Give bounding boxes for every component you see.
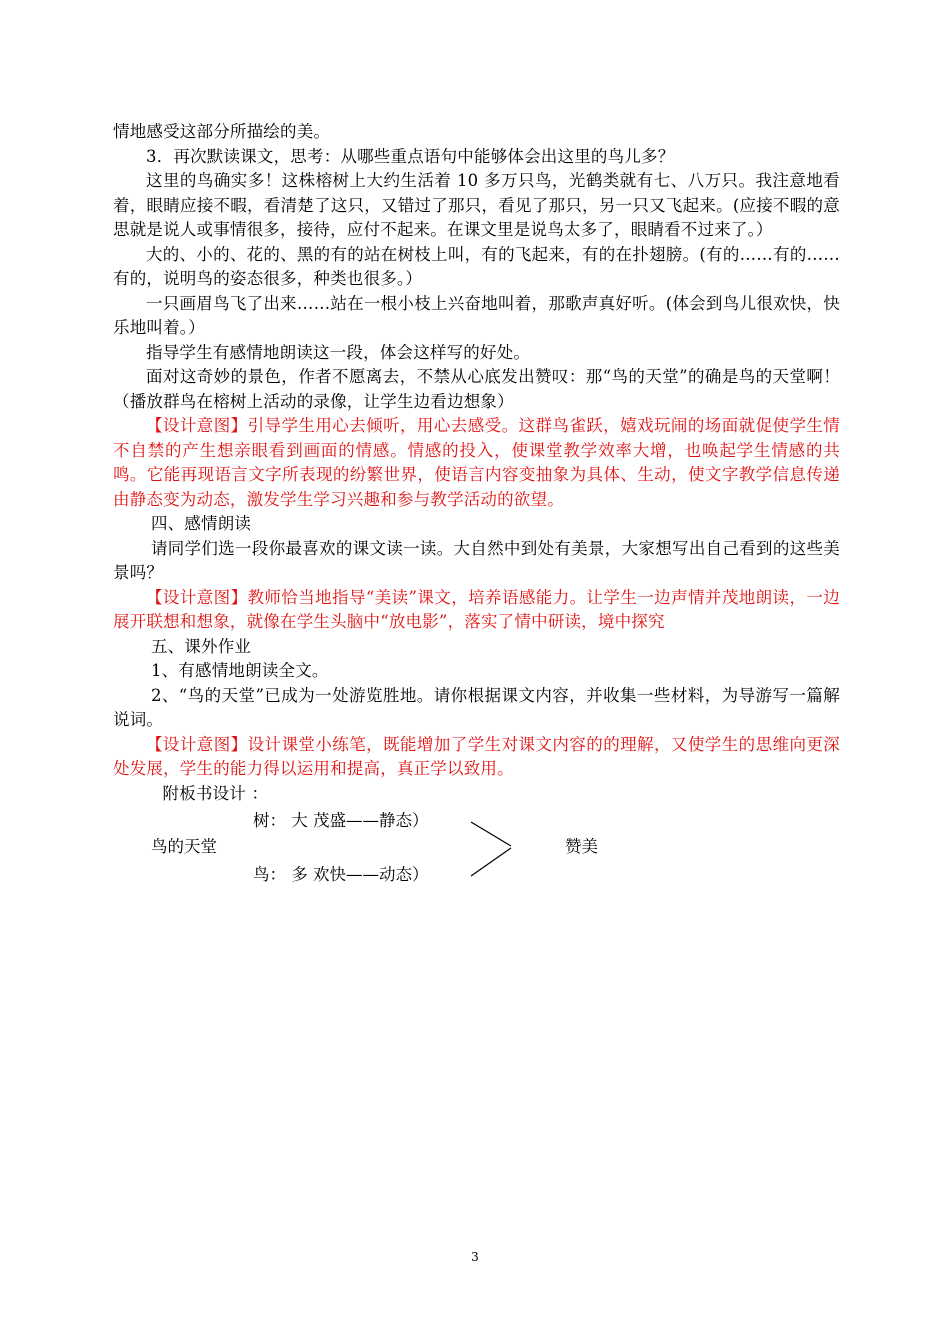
design-intent-text: 引导学生用心去倾听，用心去感受。这群鸟雀跃，嬉戏玩闹的场面就促使学生情不自禁的产生想亲眼看到画面的情感。情感的投入，使课堂教学效率大增，也唤起学生情感的共鸣。它能再现语言文字所表现的纷繁世界，使语言内容变抽象为具体、生动，使文字教学信息传递由静态变为动态，激发学生学习兴趣和参与教学活动的欲望。: [113, 416, 841, 509]
paragraph: 一只画眉鸟飞了出来……站在一根小枝上兴奋地叫着，那歌声真好听。(体会到鸟儿很欢快，快乐地叫着。）: [113, 293, 840, 337]
page-number: 3: [471, 1250, 479, 1264]
paragraph: 这里的鸟确实多！这株榕树上大约生活着 10 多万只鸟，光鹤类就有七、八万只。我注意地看着，眼睛应接不暇，看清楚了这只，又错过了那只，看见了那只，另一只又飞起来。(应接不暇的意思就是说人或事情很多，接待，应付不起来。在课文里是说鸟太多了，眼睛看不过来了。）: [113, 171, 840, 239]
question-3: 3．再次默读课文，思考：从哪些重点语句中能够体会出这里的鸟儿多？: [146, 146, 675, 166]
paragraph: 情地感受这部分所描绘的美。: [113, 122, 331, 141]
arrow-line-lower: [471, 848, 511, 876]
board-converge-arrow: [469, 814, 519, 884]
board-heading: 附板书设计 ：: [162, 783, 269, 803]
paragraph: 请同学们选一段你最喜欢的课文读一读。大自然中到处有美景，大家想写出自己看到的这些美景吗？: [113, 538, 840, 582]
design-intent-text: 教师恰当地指导“美读”课文，培养语感能力。让学生一边声情并茂地朗读，一边展开联想和想象，就像在学生头脑中“放电影”，落实了情中研读，境中探究: [113, 587, 840, 631]
board-bird-line: 鸟： 多 欢快——动态）: [253, 865, 429, 884]
design-intent-2: [113, 586, 840, 635]
design-intent-label: 【设计意图】: [146, 734, 248, 754]
homework-item-1: 1、有感情地朗读全文。: [150, 661, 329, 680]
design-intent-1: [113, 414, 840, 512]
design-intent-label: 【设计意图】: [146, 587, 248, 607]
blackboard-design: [113, 808, 840, 898]
paragraph: 指导学生有感情地朗读这一段，体会这样写的好处。: [146, 342, 531, 362]
section-heading-5: 五、课外作业: [150, 636, 252, 656]
design-intent-3: [113, 733, 840, 782]
design-intent-label: 【设计意图】: [146, 416, 248, 435]
board-conclusion: 赞美: [565, 837, 598, 856]
homework-item-2: 2、“鸟的天堂”已成为一处游览胜地。请你根据课文内容，并收集一些材料，为导游写一篇解说词。: [113, 685, 840, 729]
board-topic: 鸟的天堂: [151, 837, 217, 856]
arrow-line-upper: [471, 822, 511, 846]
section-heading-4: 四、感情朗读: [150, 514, 252, 533]
paragraph: 大的、小的、花的、黑的有的站在树枝上叫，有的飞起来，有的在扑翅膀。(有的……有的……有的，说明鸟的姿态很多，种类也很多。）: [113, 244, 840, 288]
board-tree-line: 树： 大 茂盛——静态）: [253, 811, 429, 830]
page-content: [113, 120, 840, 898]
paragraph: 面对这奇妙的景色，作者不愿离去，不禁从心底发出赞叹：那“鸟的天堂”的确是鸟的天堂啊！（播放群鸟在榕树上活动的录像，让学生边看边想象）: [113, 367, 840, 411]
design-intent-text: 设计课堂小练笔，既能增加了学生对课文内容的的理解，又使学生的思维向更深处发展，学生的能力得以运用和提高，真正学以致用。: [113, 734, 841, 778]
